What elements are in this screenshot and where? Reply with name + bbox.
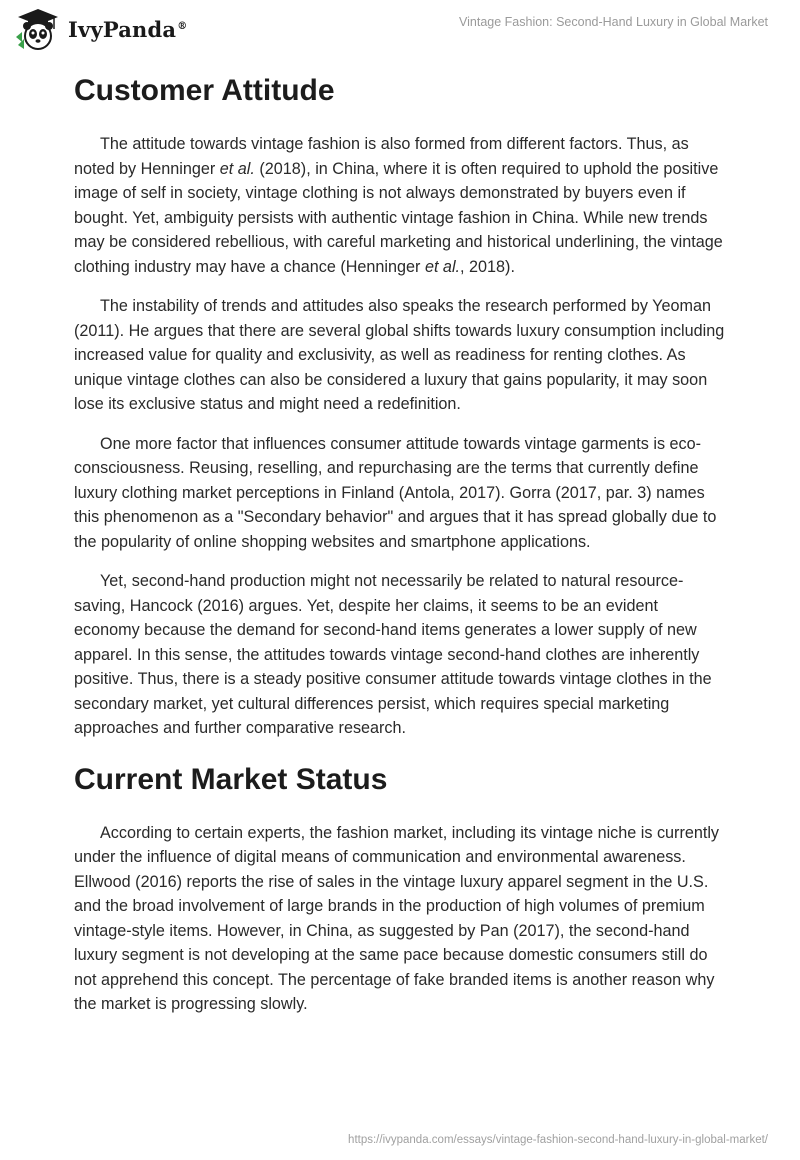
panda-logo-icon <box>14 7 62 51</box>
paragraph: Yet, second-hand production might not necessarily be related to natural resource-saving, Hancock (2016) argues. Yet, despite her claims, it seems to be an evident economy because the demand for second-hand items generates a lower supply of new apparel. In this sense, the attitudes towards vintage second-hand clothes are inherently positive. Thus, there is a steady positive consumer attitude towards vintage clothes in the secondary market, yet cultural differences persist, which requires special marketing approaches and further comparative research. <box>74 572 712 737</box>
source-url[interactable]: https://ivypanda.com/essays/vintage-fashion-second-hand-luxury-in-global-market/ <box>348 1134 768 1146</box>
document-title: Vintage Fashion: Second-Hand Luxury in Global Market <box>459 15 768 29</box>
paragraph: The instability of trends and attitudes also speaks the research performed by Yeoman (2011). He argues that there are several global shifts towards luxury consumption including increased value for quality and exclusivity, as well as readiness for renting clothes. As unique vintage clothes can also be considered a luxury that gains popularity, it may soon lose its exclusive status and might need a redefinition. <box>74 297 725 413</box>
article-body <box>74 72 726 1032</box>
brand-logo[interactable] <box>14 7 187 51</box>
section-heading-customer-attitude: Customer Attitude <box>74 74 335 107</box>
italic-et-al: et al. <box>219 159 255 178</box>
registered-mark: ® <box>177 20 188 32</box>
section-heading-current-market-status: Current Market Status <box>74 762 388 796</box>
paragraph: According to certain experts, the fashion market, including its vintage niche is currently under the influence of digital means of communication and environmental awareness. Ellwood (2016) reports the rise of sales in the vintage luxury apparel segment in the U.S. and the broad involvement of large brands in the production of high volumes of premium vintage-style items. However, in China, as suggested by Pan (2017), the second-hand luxury segment is not developing at the same pace because domestic consumers still do not apprehend this concept. The percentage of fake branded items is another reason why the market is progressing slowly. <box>74 823 720 1013</box>
paragraph: One more factor that influences consumer attitude towards vintage garments is eco-consciousness. Reusing, reselling, and repurchasing are the terms that currently define luxury clothing market perceptions in Finland (Antola, 2017). Gorra (2017, par. 3) names this phenomenon as a "Secondary behavior" and argues that it has spread globally due to the popularity of online shopping websites and smartphone applications. <box>74 434 717 551</box>
italic-et-al: et al. <box>424 257 461 276</box>
brand-name: IvyPanda® <box>68 16 188 42</box>
paragraph: The attitude towards vintage fashion is also formed from different factors. Thus, as noted by Henninger et al. (2018), in China, where it is often required to uphold the positive image of self in society, vintage clothing is not always demonstrated by buyers even if bought. Yet, ambiguity persists with authentic vintage fashion in China. While new trends may be considered rebellious, with careful marketing and historical underlining, the vintage clothing industry may have a chance (Henninger et al., 2018). <box>74 135 723 276</box>
page-header <box>0 0 800 60</box>
